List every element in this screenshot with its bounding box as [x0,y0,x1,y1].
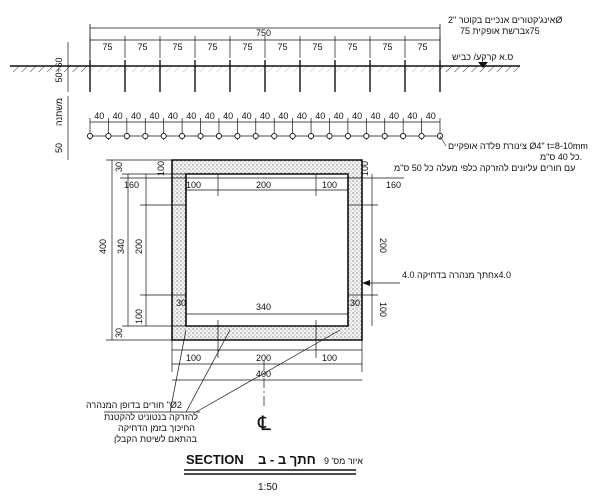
overall-dim-750: 750 [256,28,272,38]
dim-30-left-bottom: 30 [114,327,124,338]
pipe-spacing-label: 40 [112,111,123,121]
title-hebrew: חתך ב - ב [258,452,316,467]
top-spacing-label: 75 [312,42,323,52]
dim-160-right: 160 [386,180,402,190]
pipe-spacing-label: 40 [296,111,307,121]
pipe-spacing-label: 40 [149,111,160,121]
pipe-note-leader [440,136,446,146]
pipe-note-line2: כל 40 ס"מ. [540,152,583,162]
pipe-spacing-label: 40 [388,111,399,121]
pipe-spacing-label: 40 [407,111,418,121]
pipe-spacing-label: 40 [223,111,234,121]
pipe-circle [327,133,332,138]
top-spacing-label: 75 [417,42,428,52]
pipe-spacing-label: 40 [167,111,178,121]
dim-30-inner-left: 30 [176,298,187,308]
bottom-note-line4: בהתאם לשיטת הקבלן [114,434,198,444]
bottom-note-line3: החיכוך בזמן הדחיקה [118,423,195,433]
pipe-circle [235,133,240,138]
bottom-note-line2: להזרקה בנטוניט להקטנת [104,412,199,422]
pipe-note-line1: צינורת פלדה אופקיים Ø4" t=8-10mm [448,141,588,151]
top-spacing-label: 75 [347,42,358,52]
pipe-circle [364,133,369,138]
pipe-spacing-label: 40 [241,111,252,121]
depth-range-label: 50÷60 [54,57,64,83]
top-spacing-label: 75 [172,42,183,52]
pipe-circle [345,133,350,138]
cross-section-note: חתך מנהרה בדחיקה 4.0x4.0 [402,270,511,280]
pipe-spacing-label: 40 [94,111,105,121]
pipe-spacing-label: 40 [352,111,363,121]
dim-100-left: 100 [134,308,144,324]
dim-30-top: 30 [114,161,124,172]
pipe-spacing-label: 40 [278,111,289,121]
dim-200-left: 200 [134,238,144,254]
pipe-depth-50: 50 [54,142,64,154]
pipe-spacing-label: 40 [425,111,436,121]
dim-200-bottom: 200 [256,353,272,363]
dim-400-bottom: 400 [256,369,272,379]
dim-100-top-right: 100 [360,160,370,176]
top-spacing-label: 75 [277,42,288,52]
pipe-circle [290,133,295,138]
dim-100-bottom-b: 100 [322,353,338,363]
dim-100-top-left: 100 [156,160,166,176]
pipe-spacing-label: 40 [315,111,326,121]
pipe-circle [106,133,111,138]
pipe-circle [216,133,221,138]
top-spacing-label: 75 [242,42,253,52]
pipe-note-line3: עם חורים עליונים להזרקה כלפי מעלה כל 50 ס"מ [394,163,576,173]
pipe-spacing-label: 40 [259,111,271,121]
pipe-circle [161,133,166,138]
dim-100-bottom-a: 100 [186,353,202,363]
ground-level-label: ס.א קרקע/ כביש [452,52,514,62]
top-spacing-label: 75 [102,42,113,52]
top-spacing-label: 75 [207,42,218,52]
pipe-circle [143,133,148,138]
pipe-circle [87,133,92,138]
pipe-spacing-label: 40 [333,111,344,121]
pipe-circle [180,133,185,138]
dim-340-inner: 340 [256,302,272,312]
pipe-circle [272,133,277,138]
dim-100-inner-b: 100 [322,180,338,190]
pipe-circle [401,133,406,138]
anchors-note-line1: אינג'קטורים אנכיים בקוטר "2Ø [448,15,563,25]
pipe-circle [419,133,424,138]
centerline-symbol: ℄ [258,413,271,435]
cross-section-arrow-icon [362,280,370,286]
pipe-spacing-label: 40 [204,111,215,121]
figure-number: איור מס' 9 [324,456,363,466]
pipe-circle [198,133,203,138]
dim-400-left: 400 [98,238,108,254]
pipe-circle [253,133,258,138]
bottom-note-line1: חורים בדופן המנהרה "Ø2 [86,400,182,410]
anchors-note-line2: ברשת אופקית 75x75 [460,26,540,36]
top-spacing-label: 75 [382,42,393,52]
pipe-spacing-label: 40 [186,111,197,121]
dim-100-inner-a: 100 [186,180,202,190]
dim-30-inner-right: 30 [350,298,361,308]
title-section-word: SECTION [186,452,244,467]
dim-200-inner-top: 200 [256,180,272,190]
top-spacing-label: 75 [137,42,148,52]
dim-160-left: 160 [124,180,140,190]
dim-100-right: 100 [378,302,388,318]
pipe-spacing-label: 40 [370,111,381,121]
pipe-circle [382,133,387,138]
scale-label: 1:50 [258,482,278,493]
pipe-spacing-label: 40 [131,111,142,121]
vertical-anchors [90,60,440,92]
pipe-circle [308,133,313,138]
dim-200-right: 200 [378,238,388,254]
dim-340-left: 340 [116,238,126,254]
variable-depth-label: משתנה [54,97,64,127]
pipe-circle [124,133,129,138]
pipe-row-lines [88,122,442,136]
